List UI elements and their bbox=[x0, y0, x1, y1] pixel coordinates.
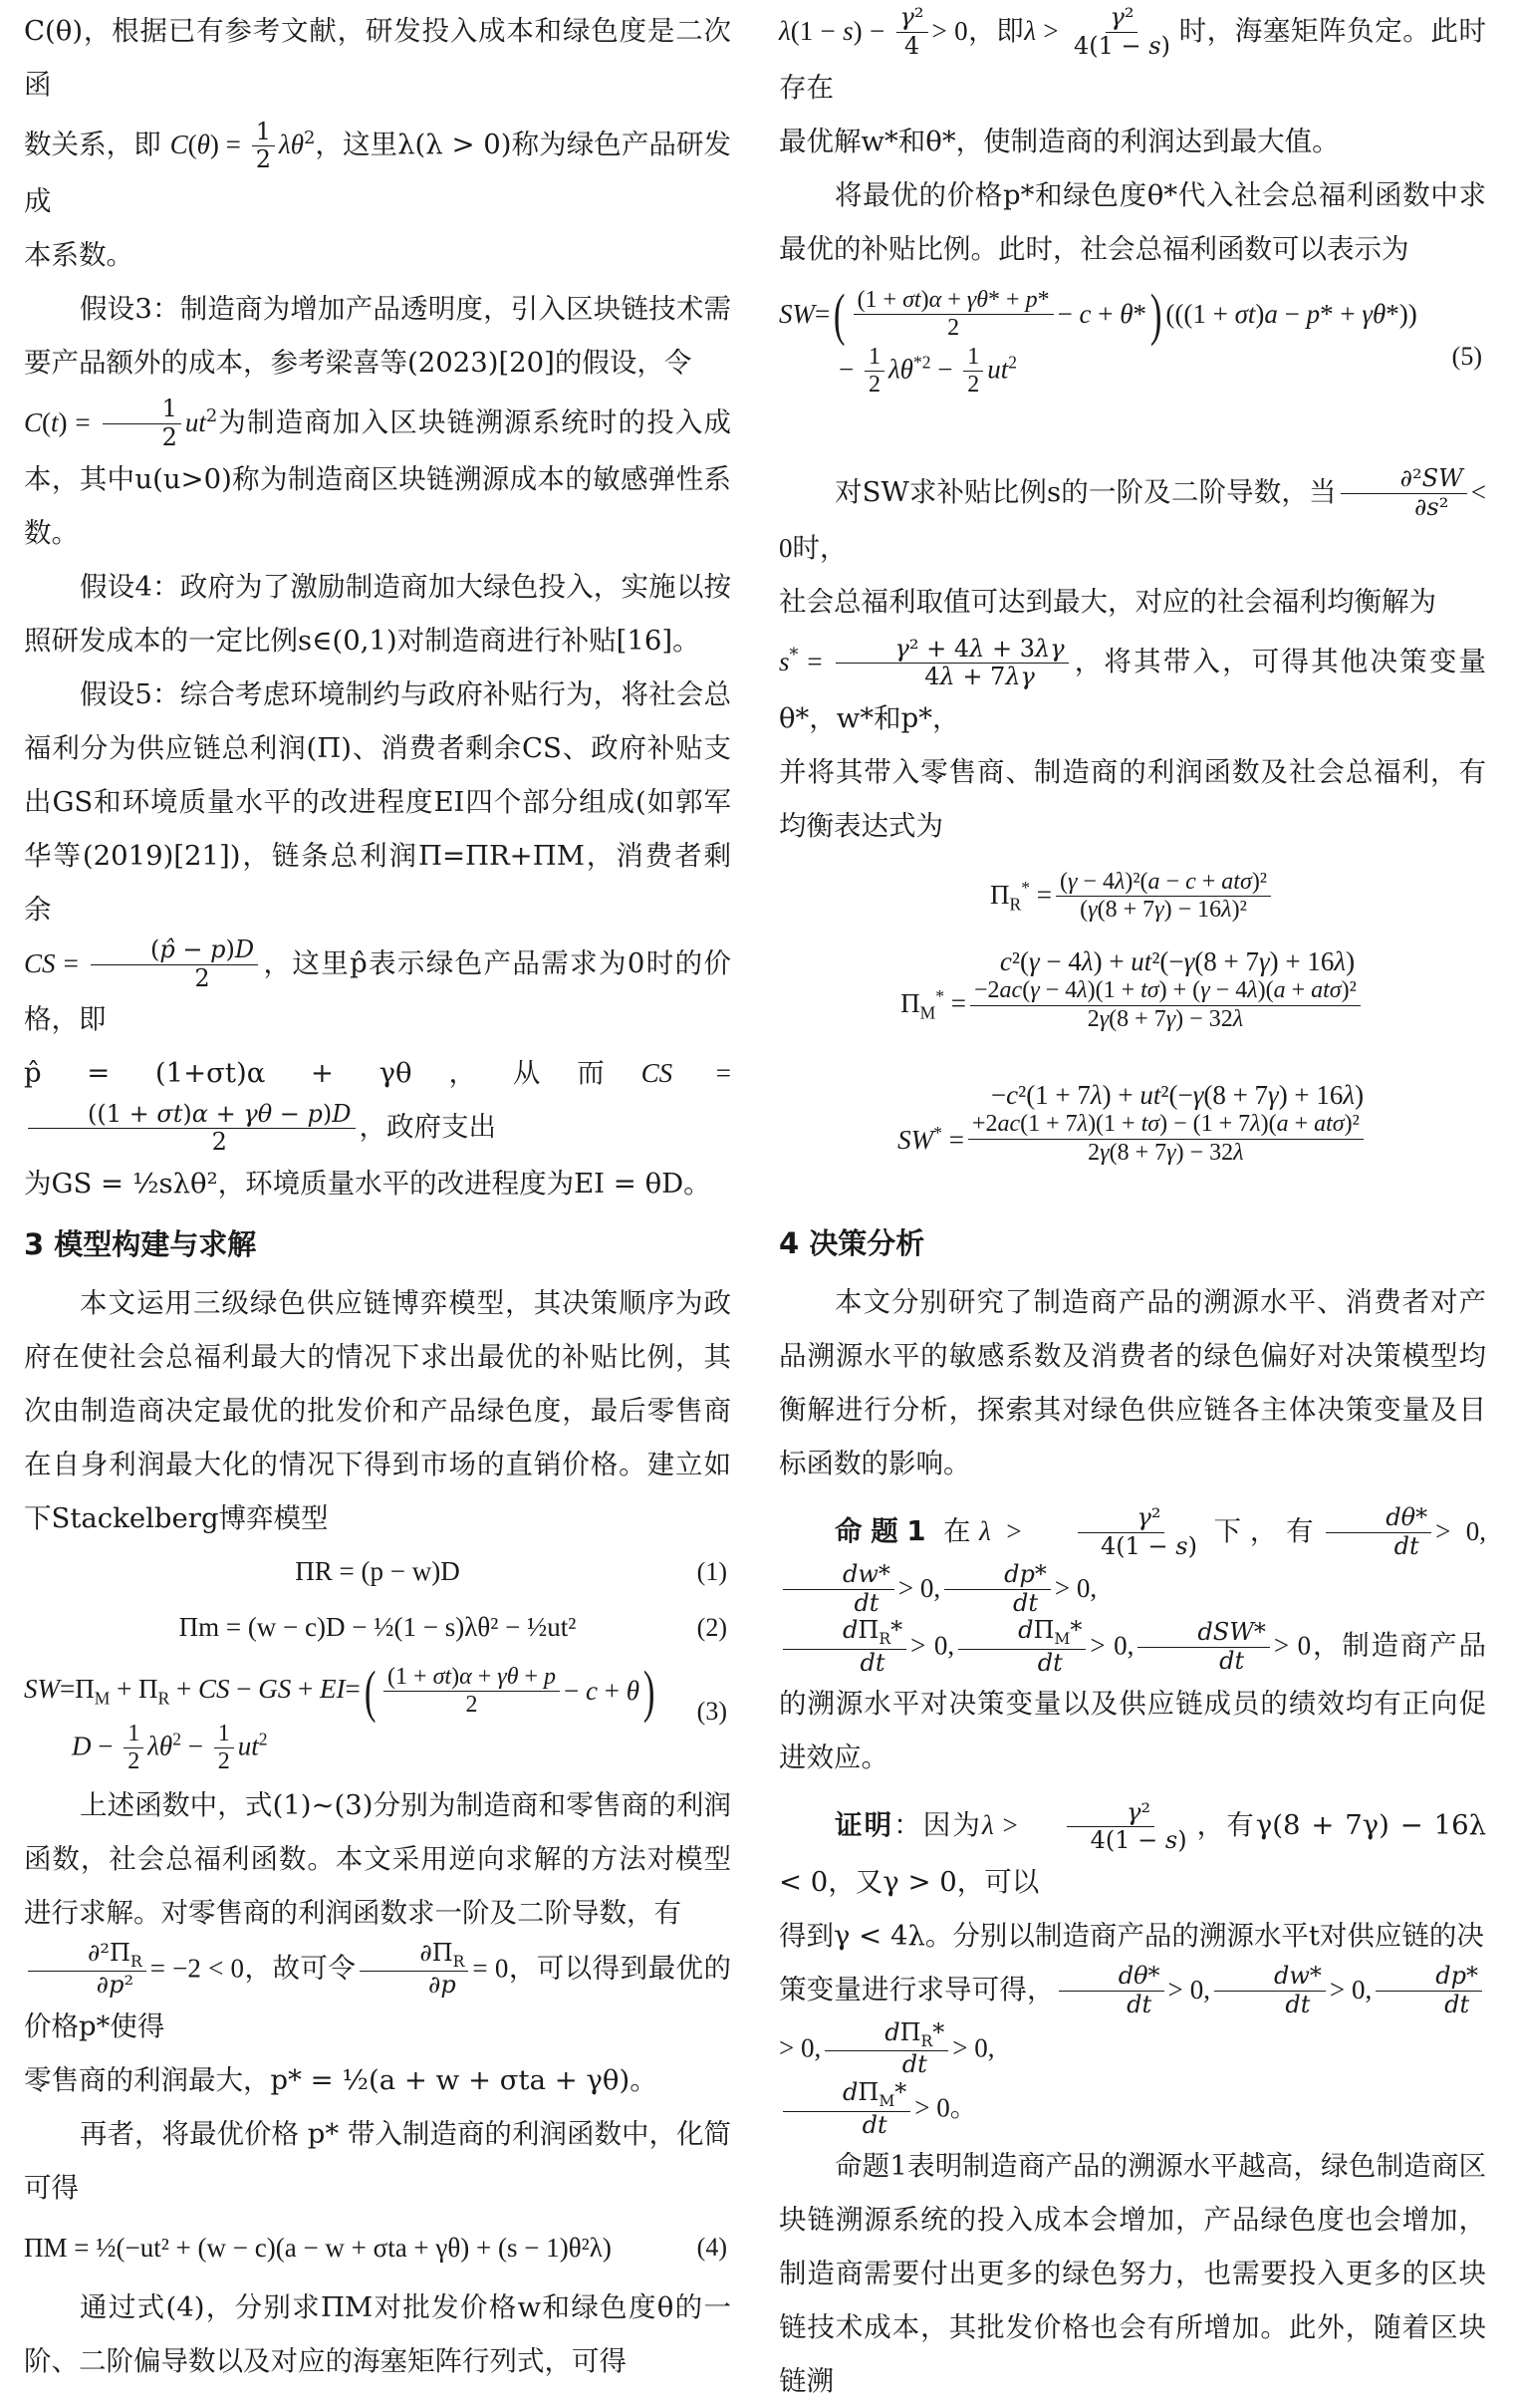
paragraph-proposition-1: 命题1 在λ > $\frac{\text{γ²}}{4(1 - s)}$ 下，有 $\frac{d\theta*}{dt}$ > 0, $\frac{dw*}{dt}$ > 0, $\frac{dp*}{dt}$ > 0, $\frac{d\Pi_R*}{dt}$ > 0, $\frac{d\Pi_M*}{dt}$ > 0, $\frac{\text{dSW*}}{dt}$ > 0，制造商产品的溯源水平对决策变量以及供应链成员的绩效均有正向促进效应。 bbox=[779, 1503, 1486, 1774]
paragraph-optimal-subsidy: 对SW求补贴比例s的一阶及二阶导数，当 $\frac{\text{∂²SW}}{\text{∂s²}}$ < 0时， 社会总福利取值可达到最大，对应的社会福利均衡解为 s* = $\frac{\text{γ² + 4λ + 3λγ}}{4\lambda + 7\lambda\gamma}$ ，将其带入，可得其他决策变量θ*，w*和p*， 并将其带入零售商、制造商的利润函数及社会总福利，有均衡表达式为 bbox=[779, 464, 1486, 842]
paper-page bbox=[24, 0, 1490, 2398]
equation-2: Πm = (w − c)D − ½(1 − s)λθ² − ½ut² (2) bbox=[178, 1612, 727, 1643]
paragraph-welfare-function: 将最优的价格p*和绿色度θ*代入社会总福利函数中求最优的补贴比例。此时，社会总福利函数可以表示为 bbox=[779, 178, 1486, 265]
right-column bbox=[779, 4, 1486, 2408]
equation-4: ΠM = ½(−ut² + (w − c)(a − w + σta + γθ) + (s − 1)θ²λ) (4) bbox=[24, 2232, 727, 2263]
paragraph-proof: 证明：因为λ > $\frac{\text{γ²}}{4(1 - s)}$ ，有γ(8 + 7γ) − 16λ < 0，又γ > 0，可以 得到γ < 4λ。分别以制造商产品的溯源水平t对供应链的决 策变量进行求导可得， $\frac{d\theta*}{dt}$ > 0, $\frac{dw*}{dt}$ > 0, $\frac{dp*}{dt}$ > 0, $\frac{d\Pi_R*}{dt}$ > 0, $\frac{d\Pi_M*}{dt}$ > 0。 bbox=[779, 1797, 1487, 2139]
paragraph-proposition-1-discussion: 命题1表明制造商产品的溯源水平越高，绿色制造商区块链溯源系统的投入成本会增加，产品绿色度也会增加，制造商需要付出更多的绿色努力，也需要投入更多的区块链技术成本，其批发价格也会有所增加。此外，随着区块链溯 bbox=[779, 2150, 1486, 2398]
paragraph-assumption-4: 假设4：政府为了激励制造商加大绿色投入，实施以按照研发成本的一定比例s∈(0,1)对制造商进行补贴[16]。 bbox=[24, 570, 731, 657]
paragraph-hessian: 通过式(4)，分别求ΠM对批发价格w和绿色度θ的一阶、二阶偏导数以及对应的海塞矩阵行列式，可得 bbox=[24, 2291, 731, 2377]
paragraph-cost-function: C(θ)，根据已有参考文献，研发投入成本和绿色度是二次函 数关系，即 C(θ) = $\frac{1}{2}$ $\lambda\theta^2$，这里λ(λ > 0)称为绿色产品研发成 本系数。 bbox=[24, 15, 731, 271]
equation-5: SW= ( $\frac{(1 + \sigma t)\alpha + \gamma\theta* + p*}{2}$ − c + θ* ) (((1 + σt)a − p* + γθ*)) − $\frac{1}{2}$ $\lambda\theta^{*2}$ − $\frac{1}{2}$ $ut^2$ (5) bbox=[779, 281, 1482, 399]
section-heading-3: 3 模型构建与求解 bbox=[24, 1226, 257, 1261]
paragraph-decision-analysis: 本文分别研究了制造商产品的溯源水平、消费者对产品溯源水平的敏感系数及消费者的绿色偏好对决策模型均衡解进行分析，探索其对绿色供应链各主体决策变量及目标函数的影响。 bbox=[779, 1285, 1486, 1479]
paragraph-substitute: 再者，将最优价格 p* 带入制造商的利润函数中，化简可得 bbox=[24, 2118, 731, 2204]
paragraph-assumption-3: 假设3：制造商为增加产品透明度，引入区块链技术需要产品额外的成本，参考梁喜等(2023)[20]的假设，令 C(t) = $\frac{1}{2}$ $ut^2$为制造商加入区块链溯源系统时的投入成本，其中u(u>0)称为制造商区块链溯源成本的敏感弹性系数。 bbox=[24, 292, 732, 549]
left-column bbox=[24, 4, 731, 2388]
paragraph-hessian-condition: λ(1 − s) − $\frac{\text{γ²}}{4}$ > 0，即λ > $\frac{\text{γ²}}{4(1 - s)}$ 时，海塞矩阵负定。此时存在 最优解w*和θ*，使制造商的利润达到最大值。 bbox=[779, 3, 1486, 157]
equation-manufacturer-profit: c²(γ − 4λ) + ut²(−γ(8 + 7γ) + 16λ) $\Pi_M^*$ = $\frac{\text{−2ac(γ − 4λ)(1 + tσ) + (γ − 4λ)(a + atσ)²}}{2\gamma(8 + 7\gamma) - 32\lambda}$ bbox=[779, 940, 1486, 1076]
paragraph-solution: 上述函数中，式(1)~(3)分别为制造商和零售商的利润函数，社会总福利函数。本文采用逆向求解的方法对模型进行求解。对零售商的利润函数求一阶及二阶导数，有 $\frac{\partial^2\Pi_R}{\text{∂p²}}$ = −2 < 0，故可令 $\frac{\partial\Pi_R}{\partial p}$ = 0，可以得到最优的价格p*使得 零售商的利润最大，p* = ½(a + w + σta + γθ)。 bbox=[24, 1788, 732, 2096]
section-heading-4: 4 决策分析 bbox=[779, 1225, 925, 1260]
paragraph-model-intro: 本文运用三级绿色供应链博弈模型，其决策顺序为政府在使社会总福利最大的情况下求出最优的补贴比例，其次由制造商决定最优的批发价和产品绿色度，最后零售商在自身利润最大化的情况下得到市场的直销价格。建立如下Stackelberg博弈模型 bbox=[24, 1286, 731, 1534]
equation-3: $SW=\Pi_M + \Pi_R$ + CS − GS + EI= ( $\frac{(1 + \sigma t)\alpha + \gamma\theta + p}{2}$ − c + θ ) D − $\frac{1}{2}$ $\lambda\theta^2$ − $\frac{1}{2}$ $ut^2$ (3) bbox=[24, 1658, 727, 1775]
equation-1: ΠR = (p − w)D (1) bbox=[295, 1556, 727, 1587]
equation-social-welfare: −c²(1 + 7λ) + ut²(−γ(8 + 7γ) + 16λ) SW* = $\frac{\text{+2ac(1 + 7λ)(1 + tσ) − (1 + 7λ)(a + atσ)²}}{2\gamma(8 + 7\gamma) - 32\lambda}$ bbox=[897, 1079, 1365, 1166]
equation-retailer-profit: $\Pi_R^*$ = $\frac{\text{(γ − 4λ)²(a − c + atσ)²}}{\text{(γ(8 + 7γ) − 16λ)²}}$ bbox=[779, 853, 1486, 940]
paragraph-assumption-5: 假设5：综合考虑环境制约与政府补贴行为，将社会总福利分为供应链总利润(Π)、消费者剩余CS、政府补贴支出GS和环境质量水平的改进程度EI四个部分组成(如郭军华等(2019)[21])，链条总利润Π=ΠR+ΠM，消费者剩余 CS = $\frac{(p̂ - p)D}{2}$ ，这里p̂表示绿色产品需求为0时的价格，即 p̂ = (1+σt)α + γθ，从而CS = $\frac{((1 + \sigma t)\alpha + \gamma\theta - p)D}{2}$ ，政府支出 为GS = ½sλθ²，环境质量水平的改进程度为EI = θD。 bbox=[24, 677, 731, 1200]
